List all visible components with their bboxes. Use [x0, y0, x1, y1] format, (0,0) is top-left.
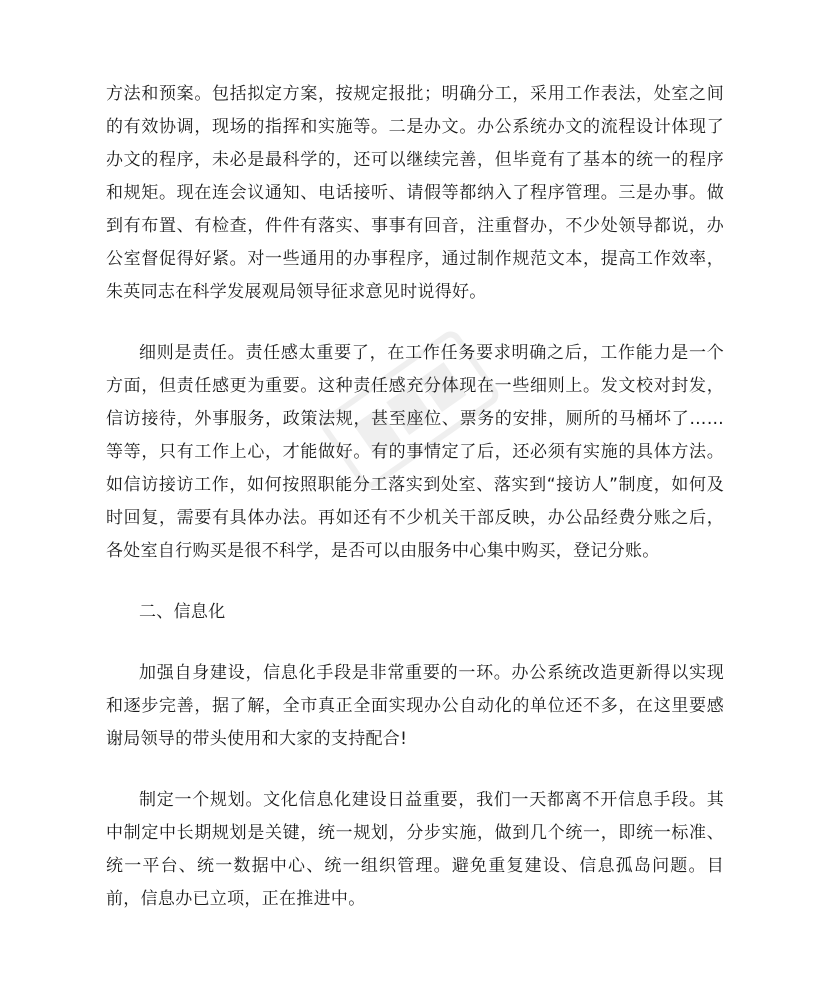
document-body [106, 78, 724, 916]
paragraph-1: 方法和预案。包括拟定方案，按规定报批；明确分工，采用工作表法，处室之间的有效协调，现场的指挥和实施等。二是办文。办公系统办文的流程设计体现了办文的程序，未必是最科学的，还可以继续完善，但毕竟有了基本的统一的程序和规矩。现在连会议通知、电话接听、请假等都纳入了程序管理。三是办事。做到有布置、有检查，件件有落实、事事有回音，注重督办，不少处领导都说，办公室督促得好紧。对一些通用的办事程序，通过制作规范文本，提高工作效率，朱英同志在科学发展观局领导征求意见时说得好。 [106, 84, 724, 302]
section-heading: 二、信息化 [139, 602, 226, 622]
paragraph-3: 加强自身建设，信息化手段是非常重要的一环。办公系统改造更新得以实现和逐步完善，据了解，全市真正全面实现办公自动化的单位还不多，在这里要感谢局领导的带头使用和大家的支持配合! [106, 663, 724, 749]
paragraph-2: 细则是责任。责任感太重要了，在工作任务要求明确之后，工作能力是一个方面，但责任感更为重要。这种责任感充分体现在一些细则上。发文校对封发，信访接待，外事服务，政策法规，甚至座位、票务的安排，厕所的马桶坏了……等等，只有工作上心，才能做好。有的事情定了后，还必须有实施的具体方法。如信访接访工作，如何按照职能分工落实到处室、落实到“接访人”制度，如何及时回复，需要有具体办法。再如还有不少机关干部反映，办公品经费分账之后，各处室自行购买是很不科学，是否可以由服务中心集中购买，登记分账。 [106, 343, 724, 561]
paragraph-4: 制定一个规划。文化信息化建设日益重要，我们一天都离不开信息手段。其中制定中长期规划是关键，统一规划，分步实施，做到几个统一，即统一标准、统一平台、统一数据中心、统一组织管理。避免重复建设、信息孤岛问题。目前，信息办已立项，正在推进中。 [106, 790, 724, 909]
